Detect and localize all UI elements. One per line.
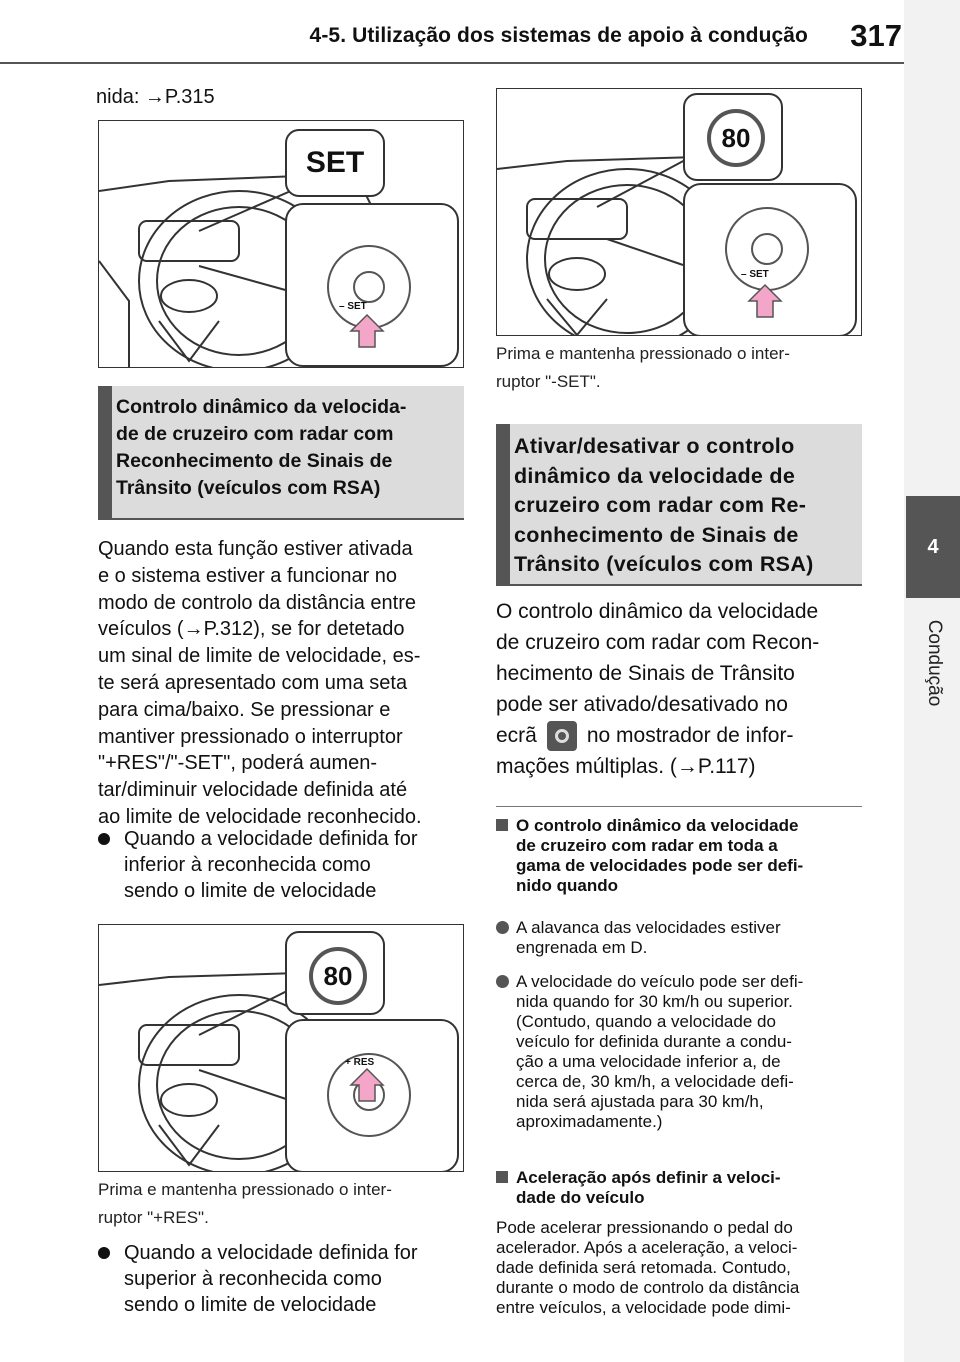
item-line: (Contudo, quando a velocidade do xyxy=(516,1012,776,1031)
bullet-line: superior à reconhecida como xyxy=(124,1268,382,1290)
speed-sign-callout xyxy=(285,931,385,1015)
press-arrow-icon xyxy=(349,1067,385,1103)
heading-line: dinâmico da velocidade de xyxy=(514,463,796,488)
item-line: veículo for definida durante a condu- xyxy=(516,1032,792,1051)
item-line: engrenada em D. xyxy=(516,938,648,957)
square-bullet-icon xyxy=(496,1171,508,1183)
speed-limit-sign: 80 xyxy=(707,109,765,167)
square-bullet-icon xyxy=(496,819,508,831)
heading-line: Trânsito (veículos com RSA) xyxy=(514,552,814,576)
body-word: ecrã xyxy=(496,724,537,747)
body-line: para cima/baixo. Se pressionar e xyxy=(98,698,391,721)
button-callout xyxy=(683,183,857,336)
press-arrow-icon xyxy=(349,313,385,349)
button-label: – SET xyxy=(339,301,367,312)
heading-line: Ativar/desativar o controlo xyxy=(514,434,795,458)
bullet-line: sendo o limite de velocidade xyxy=(124,880,377,902)
button-label: + RES xyxy=(345,1057,375,1068)
body-line: veículos (→P.312), se for detetado xyxy=(98,618,405,641)
sub-heading xyxy=(496,1168,866,1208)
speed-limit-sign: 80 xyxy=(309,947,367,1005)
section-title: 4-5. Utilização dos sistemas de apoio à condução xyxy=(309,24,808,47)
button-label: – SET xyxy=(741,269,769,280)
body-line: "+RES"/"-SET", poderá aumen- xyxy=(98,752,378,775)
body-line: de cruzeiro com radar com Recon- xyxy=(496,631,820,654)
sub-heading-line: de cruzeiro com radar em toda a xyxy=(516,836,778,855)
item-line: cerca de, 30 km/h, a velocidade defi- xyxy=(516,1072,794,1091)
button-callout xyxy=(285,1019,459,1172)
body-line: mações múltiplas. (→P.117) xyxy=(496,755,756,778)
caption-line: Prima e mantenha pressionado o inter- xyxy=(496,344,790,363)
list-item xyxy=(496,972,866,1132)
bullet-item xyxy=(98,826,468,904)
bullet-icon xyxy=(496,975,509,988)
body-line: durante o modo de controlo da distância xyxy=(496,1278,800,1297)
body-line: um sinal de limite de velocidade, es- xyxy=(98,645,421,668)
set-callout: SET xyxy=(285,129,385,197)
item-line: A velocidade do veículo pode ser defi- xyxy=(516,972,804,991)
figure-caption xyxy=(98,1176,468,1232)
page-number: 317 xyxy=(850,18,902,53)
bullet-icon xyxy=(496,921,509,934)
body-line: hecimento de Sinais de Trânsito xyxy=(496,662,795,685)
body-line: O controlo dinâmico da velocidade xyxy=(496,600,819,623)
bullet-line: inferior à reconhecida como xyxy=(124,854,371,876)
heading-line: cruzeiro com radar com Re- xyxy=(514,493,807,517)
header-rule xyxy=(0,62,904,64)
heading-rsa xyxy=(98,386,464,520)
item-line: nida quando for 30 km/h ou superior. xyxy=(516,992,793,1011)
sub-heading-line: O controlo dinâmico da velocidade xyxy=(516,816,799,835)
body-line: ao limite de velocidade reconhecido. xyxy=(98,805,422,828)
body-line: entre veículos, a velocidade pode dimi- xyxy=(496,1298,791,1317)
intro-text: nida: →P.315 xyxy=(96,86,215,108)
item-line: aproximadamente.) xyxy=(516,1112,663,1131)
figure-res-button xyxy=(98,924,464,1172)
body-line: dade definida será retomada. Contudo, xyxy=(496,1258,791,1277)
body-line: pode ser ativado/desativado no xyxy=(496,693,788,716)
dial-center xyxy=(353,271,385,303)
press-arrow-icon xyxy=(747,283,783,319)
body-paragraph xyxy=(496,1218,868,1318)
body-line: mantiver pressionado o interruptor xyxy=(98,725,403,748)
item-line: A alavanca das velocidades estiver xyxy=(516,918,781,937)
bullet-item xyxy=(98,1240,468,1318)
sub-heading-line: Aceleração após definir a veloci- xyxy=(516,1168,781,1187)
bullet-line: Quando a velocidade definida for xyxy=(124,1242,418,1264)
caption-line: ruptor "+RES". xyxy=(98,1208,209,1227)
item-line: ção a uma velocidade inferior a, de xyxy=(516,1052,781,1071)
heading-line: de de cruzeiro com radar com xyxy=(116,423,394,445)
list-item xyxy=(496,918,866,958)
heading-line: Trânsito (veículos com RSA) xyxy=(116,477,381,499)
heading-activate xyxy=(496,424,862,586)
figure-set-sign xyxy=(496,88,862,336)
body-line: Pode acelerar pressionando o pedal do xyxy=(496,1218,793,1237)
body-paragraph xyxy=(98,536,468,831)
speed-sign-callout xyxy=(683,93,783,181)
sub-heading-line: nido quando xyxy=(516,876,618,895)
figure-set-button xyxy=(98,120,464,368)
body-line: te será apresentado com uma seta xyxy=(98,671,408,694)
body-line-with-icon xyxy=(496,720,868,751)
sub-heading-line: dade do veículo xyxy=(516,1188,645,1207)
item-line: nida será ajustada para 30 km/h, xyxy=(516,1092,764,1111)
body-line: no mostrador de infor- xyxy=(586,724,794,747)
sub-heading xyxy=(496,816,866,896)
bullet-icon xyxy=(98,1247,110,1259)
caption-line: Prima e mantenha pressionado o inter- xyxy=(98,1180,392,1199)
figure-caption xyxy=(496,340,866,396)
bullet-line: Quando a velocidade definida for xyxy=(124,828,418,850)
chapter-label: Condução xyxy=(924,619,945,707)
button-callout xyxy=(285,203,459,367)
dial-center xyxy=(751,233,783,265)
heading-line: Reconhecimento de Sinais de xyxy=(116,450,393,472)
bullet-line: sendo o limite de velocidade xyxy=(124,1294,377,1316)
section-divider xyxy=(496,806,862,807)
body-paragraph xyxy=(496,596,868,782)
body-line: acelerador. Após a aceleração, a veloci- xyxy=(496,1238,798,1257)
bullet-icon xyxy=(98,833,110,845)
body-line: e o sistema estiver a funcionar no xyxy=(98,564,398,587)
caption-line: ruptor "-SET". xyxy=(496,372,601,391)
body-line: tar/diminuir velocidade definida até xyxy=(98,779,408,802)
body-line: modo de controlo da distância entre xyxy=(98,591,416,614)
heading-line: Controlo dinâmico da velocida- xyxy=(116,396,407,418)
sub-heading-line: gama de velocidades pode ser defi- xyxy=(516,856,804,875)
heading-line: conhecimento de Sinais de xyxy=(514,522,799,547)
chapter-number: 4 xyxy=(927,536,939,558)
settings-gear-icon xyxy=(547,721,577,751)
body-line: Quando esta função estiver ativada xyxy=(98,538,413,560)
